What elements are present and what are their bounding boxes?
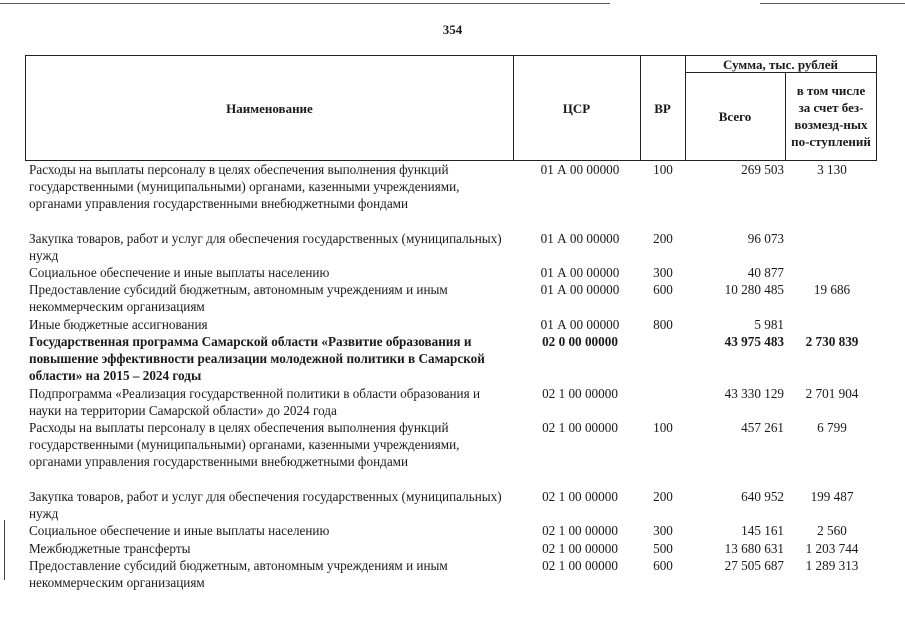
row-total: 43 330 129 [724, 386, 784, 401]
row-name: Социальное обеспечение и иные выплаты населению [29, 265, 330, 280]
row-free-receipts: 2 701 904 [805, 386, 859, 401]
row-total: 5 981 [754, 317, 784, 332]
row-csr: 02 1 00 00000 [542, 523, 618, 538]
row-csr: 01 А 00 00000 [540, 282, 620, 297]
header-csr: ЦСР [513, 55, 641, 161]
row-csr: 01 А 00 00000 [540, 317, 620, 332]
row-vr: 300 [653, 265, 673, 280]
row-vr: 500 [653, 541, 673, 556]
scan-edge-line [760, 3, 905, 4]
row-name: Закупка товаров, работ и услуг для обеспечения государственных (муниципальных) нужд [29, 489, 502, 521]
row-csr: 01 А 00 00000 [540, 162, 620, 177]
row-vr: 100 [653, 162, 673, 177]
header-vr: ВР [640, 55, 686, 161]
header-sum-group: Сумма, тыс. рублей [685, 55, 877, 73]
row-name: Предоставление субсидий бюджетным, автономным учреждениям и иным некоммерческим организациям [29, 282, 448, 314]
row-csr: 02 1 00 00000 [542, 489, 618, 504]
scan-edge-line [0, 3, 610, 4]
row-name: Межбюджетные трансферты [29, 541, 191, 556]
row-free-receipts: 1 203 744 [805, 541, 859, 556]
row-name: Закупка товаров, работ и услуг для обеспечения государственных (муниципальных) нужд [29, 231, 502, 263]
row-total: 145 161 [741, 523, 784, 538]
row-csr: 02 0 00 00000 [542, 334, 618, 349]
page-number: 354 [442, 22, 463, 37]
row-free-receipts: 6 799 [817, 420, 847, 435]
header-name: Наименование [25, 55, 514, 161]
row-vr: 200 [653, 489, 673, 504]
row-name: Социальное обеспечение и иные выплаты населению [29, 523, 330, 538]
row-total: 640 952 [741, 489, 784, 504]
row-csr: 01 А 00 00000 [540, 265, 620, 280]
row-csr: 02 1 00 00000 [542, 420, 618, 435]
header-total: Всего [685, 72, 786, 161]
header-free-receipts: в том числе за счет без-возмезд-ных по-ступлений [785, 72, 877, 161]
row-name: Государственная программа Самарской области «Развитие образования и повышение эффективности реализации молодежной политики в Самарской области» на 2015 – 2024 годы [29, 334, 485, 383]
row-total: 457 261 [741, 420, 784, 435]
row-total: 27 505 687 [724, 558, 784, 573]
row-free-receipts: 19 686 [813, 282, 851, 297]
row-free-receipts: 3 130 [817, 162, 847, 177]
row-vr: 600 [653, 558, 673, 573]
row-total: 13 680 631 [724, 541, 784, 556]
row-vr: 200 [653, 231, 673, 246]
row-free-receipts: 199 487 [810, 489, 854, 504]
row-vr: 100 [653, 420, 673, 435]
row-total: 10 280 485 [724, 282, 784, 297]
row-name: Расходы на выплаты персоналу в целях обеспечения выполнения функций государственными (муниципальными) органами, казенными учреждениями, органами управления государственными внебюджетными фондами [29, 162, 460, 211]
row-vr: 300 [653, 523, 673, 538]
row-total: 40 877 [747, 265, 784, 280]
row-name: Иные бюджетные ассигнования [29, 317, 208, 332]
row-free-receipts: 2 560 [817, 523, 847, 538]
row-name: Предоставление субсидий бюджетным, автономным учреждениям и иным некоммерческим организациям [29, 558, 448, 590]
row-free-receipts: 1 289 313 [805, 558, 859, 573]
row-vr: 600 [653, 282, 673, 297]
row-name: Расходы на выплаты персоналу в целях обеспечения выполнения функций государственными (муниципальными) органами, казенными учреждениями, органами управления государственными внебюджетными фондами [29, 420, 460, 469]
row-name: Подпрограмма «Реализация государственной политики в области образования и науки на территории Самарской области» до 2024 года [29, 386, 481, 418]
row-total: 43 975 483 [724, 334, 784, 349]
row-total: 96 073 [747, 231, 784, 246]
row-total: 269 503 [741, 162, 784, 177]
row-csr: 02 1 00 00000 [542, 386, 618, 401]
row-vr: 800 [653, 317, 673, 332]
row-csr: 02 1 00 00000 [542, 541, 618, 556]
scan-edge-mark [4, 520, 5, 580]
row-csr: 02 1 00 00000 [542, 558, 618, 573]
row-free-receipts: 2 730 839 [805, 334, 859, 349]
row-csr: 01 А 00 00000 [540, 231, 620, 246]
